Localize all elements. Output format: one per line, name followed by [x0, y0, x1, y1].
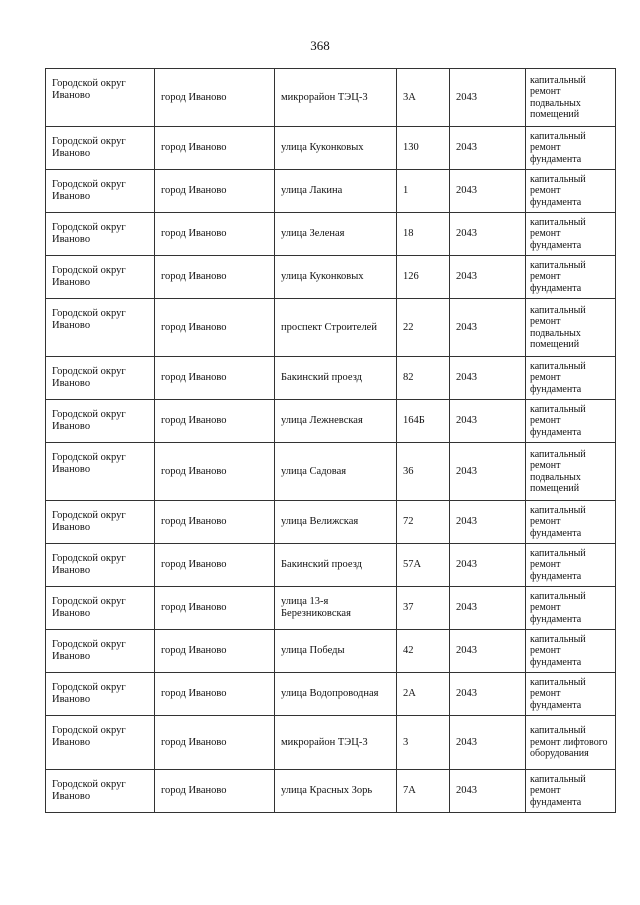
year-cell: 2043: [450, 256, 526, 299]
year-cell: 2043: [450, 544, 526, 587]
year-cell: 2043: [450, 673, 526, 716]
house-number-cell: 18: [397, 213, 450, 256]
house-number-cell: 37: [397, 587, 450, 630]
table-row: [46, 400, 616, 443]
table-row: [46, 544, 616, 587]
city-cell: город Иваново: [155, 127, 275, 170]
work-type-cell: капитальный ремонт фундамента: [526, 213, 616, 256]
street-cell: улица Велижская: [275, 501, 397, 544]
table-row: [46, 69, 616, 127]
district-cell: Городской округ Иваново: [46, 69, 155, 127]
table-row: [46, 716, 616, 770]
repair-schedule-table: [45, 68, 616, 813]
year-cell: 2043: [450, 170, 526, 213]
street-cell: улица Лакина: [275, 170, 397, 213]
city-cell: город Иваново: [155, 501, 275, 544]
city-cell: город Иваново: [155, 716, 275, 770]
house-number-cell: 22: [397, 299, 450, 357]
city-cell: город Иваново: [155, 357, 275, 400]
work-type-cell: капитальный ремонт подвальных помещений: [526, 69, 616, 127]
year-cell: 2043: [450, 213, 526, 256]
house-number-cell: 42: [397, 630, 450, 673]
work-type-cell: капитальный ремонт фундамента: [526, 673, 616, 716]
street-cell: улица Красных Зорь: [275, 770, 397, 813]
city-cell: город Иваново: [155, 400, 275, 443]
district-cell: Городской округ Иваново: [46, 443, 155, 501]
table-row: [46, 170, 616, 213]
city-cell: город Иваново: [155, 443, 275, 501]
table-row: [46, 770, 616, 813]
city-cell: город Иваново: [155, 170, 275, 213]
house-number-cell: 72: [397, 501, 450, 544]
street-cell: проспект Строителей: [275, 299, 397, 357]
district-cell: Городской округ Иваново: [46, 587, 155, 630]
year-cell: 2043: [450, 716, 526, 770]
year-cell: 2043: [450, 127, 526, 170]
table-row: [46, 127, 616, 170]
street-cell: Бакинский проезд: [275, 357, 397, 400]
work-type-cell: капитальный ремонт фундамента: [526, 357, 616, 400]
house-number-cell: 130: [397, 127, 450, 170]
work-type-cell: капитальный ремонт фундамента: [526, 400, 616, 443]
district-cell: Городской округ Иваново: [46, 299, 155, 357]
year-cell: 2043: [450, 501, 526, 544]
work-type-cell: капитальный ремонт фундамента: [526, 170, 616, 213]
street-cell: Бакинский проезд: [275, 544, 397, 587]
house-number-cell: 164Б: [397, 400, 450, 443]
work-type-cell: капитальный ремонт фундамента: [526, 544, 616, 587]
city-cell: город Иваново: [155, 587, 275, 630]
work-type-cell: капитальный ремонт фундамента: [526, 587, 616, 630]
street-cell: улица Зеленая: [275, 213, 397, 256]
street-cell: улица Водопроводная: [275, 673, 397, 716]
house-number-cell: 57А: [397, 544, 450, 587]
street-cell: улица Куконковых: [275, 256, 397, 299]
street-cell: микрорайон ТЭЦ-3: [275, 69, 397, 127]
district-cell: Городской округ Иваново: [46, 127, 155, 170]
house-number-cell: 2А: [397, 673, 450, 716]
work-type-cell: капитальный ремонт фундамента: [526, 127, 616, 170]
table-row: [46, 587, 616, 630]
table-row: [46, 443, 616, 501]
house-number-cell: 1: [397, 170, 450, 213]
house-number-cell: 3: [397, 716, 450, 770]
district-cell: Городской округ Иваново: [46, 673, 155, 716]
page-number: 368: [310, 38, 330, 53]
table-row: [46, 673, 616, 716]
city-cell: город Иваново: [155, 213, 275, 256]
district-cell: Городской округ Иваново: [46, 256, 155, 299]
table-row: [46, 501, 616, 544]
district-cell: Городской округ Иваново: [46, 400, 155, 443]
street-cell: улица Лежневская: [275, 400, 397, 443]
work-type-cell: капитальный ремонт подвальных помещений: [526, 443, 616, 501]
street-cell: улица Победы: [275, 630, 397, 673]
city-cell: город Иваново: [155, 299, 275, 357]
city-cell: город Иваново: [155, 69, 275, 127]
year-cell: 2043: [450, 69, 526, 127]
table-row: [46, 357, 616, 400]
district-cell: Городской округ Иваново: [46, 501, 155, 544]
table-row: [46, 213, 616, 256]
year-cell: 2043: [450, 299, 526, 357]
work-type-cell: капитальный ремонт фундамента: [526, 770, 616, 813]
house-number-cell: 126: [397, 256, 450, 299]
table-row: [46, 299, 616, 357]
district-cell: Городской округ Иваново: [46, 544, 155, 587]
house-number-cell: 82: [397, 357, 450, 400]
district-cell: Городской округ Иваново: [46, 357, 155, 400]
district-cell: Городской округ Иваново: [46, 770, 155, 813]
city-cell: город Иваново: [155, 770, 275, 813]
work-type-cell: капитальный ремонт фундамента: [526, 501, 616, 544]
work-type-cell: капитальный ремонт фундамента: [526, 256, 616, 299]
table-body: [46, 69, 616, 813]
district-cell: Городской округ Иваново: [46, 716, 155, 770]
house-number-cell: 7А: [397, 770, 450, 813]
house-number-cell: 3А: [397, 69, 450, 127]
street-cell: микрорайон ТЭЦ-3: [275, 716, 397, 770]
year-cell: 2043: [450, 630, 526, 673]
city-cell: город Иваново: [155, 630, 275, 673]
street-cell: улица Куконковых: [275, 127, 397, 170]
year-cell: 2043: [450, 400, 526, 443]
year-cell: 2043: [450, 357, 526, 400]
district-cell: Городской округ Иваново: [46, 630, 155, 673]
city-cell: город Иваново: [155, 544, 275, 587]
city-cell: город Иваново: [155, 673, 275, 716]
year-cell: 2043: [450, 770, 526, 813]
year-cell: 2043: [450, 443, 526, 501]
work-type-cell: капитальный ремонт лифтового оборудования: [526, 716, 616, 770]
work-type-cell: капитальный ремонт подвальных помещений: [526, 299, 616, 357]
house-number-cell: 36: [397, 443, 450, 501]
table-row: [46, 256, 616, 299]
city-cell: город Иваново: [155, 256, 275, 299]
street-cell: улица 13-я Березниковская: [275, 587, 397, 630]
table-row: [46, 630, 616, 673]
work-type-cell: капитальный ремонт фундамента: [526, 630, 616, 673]
year-cell: 2043: [450, 587, 526, 630]
district-cell: Городской округ Иваново: [46, 170, 155, 213]
street-cell: улица Садовая: [275, 443, 397, 501]
district-cell: Городской округ Иваново: [46, 213, 155, 256]
